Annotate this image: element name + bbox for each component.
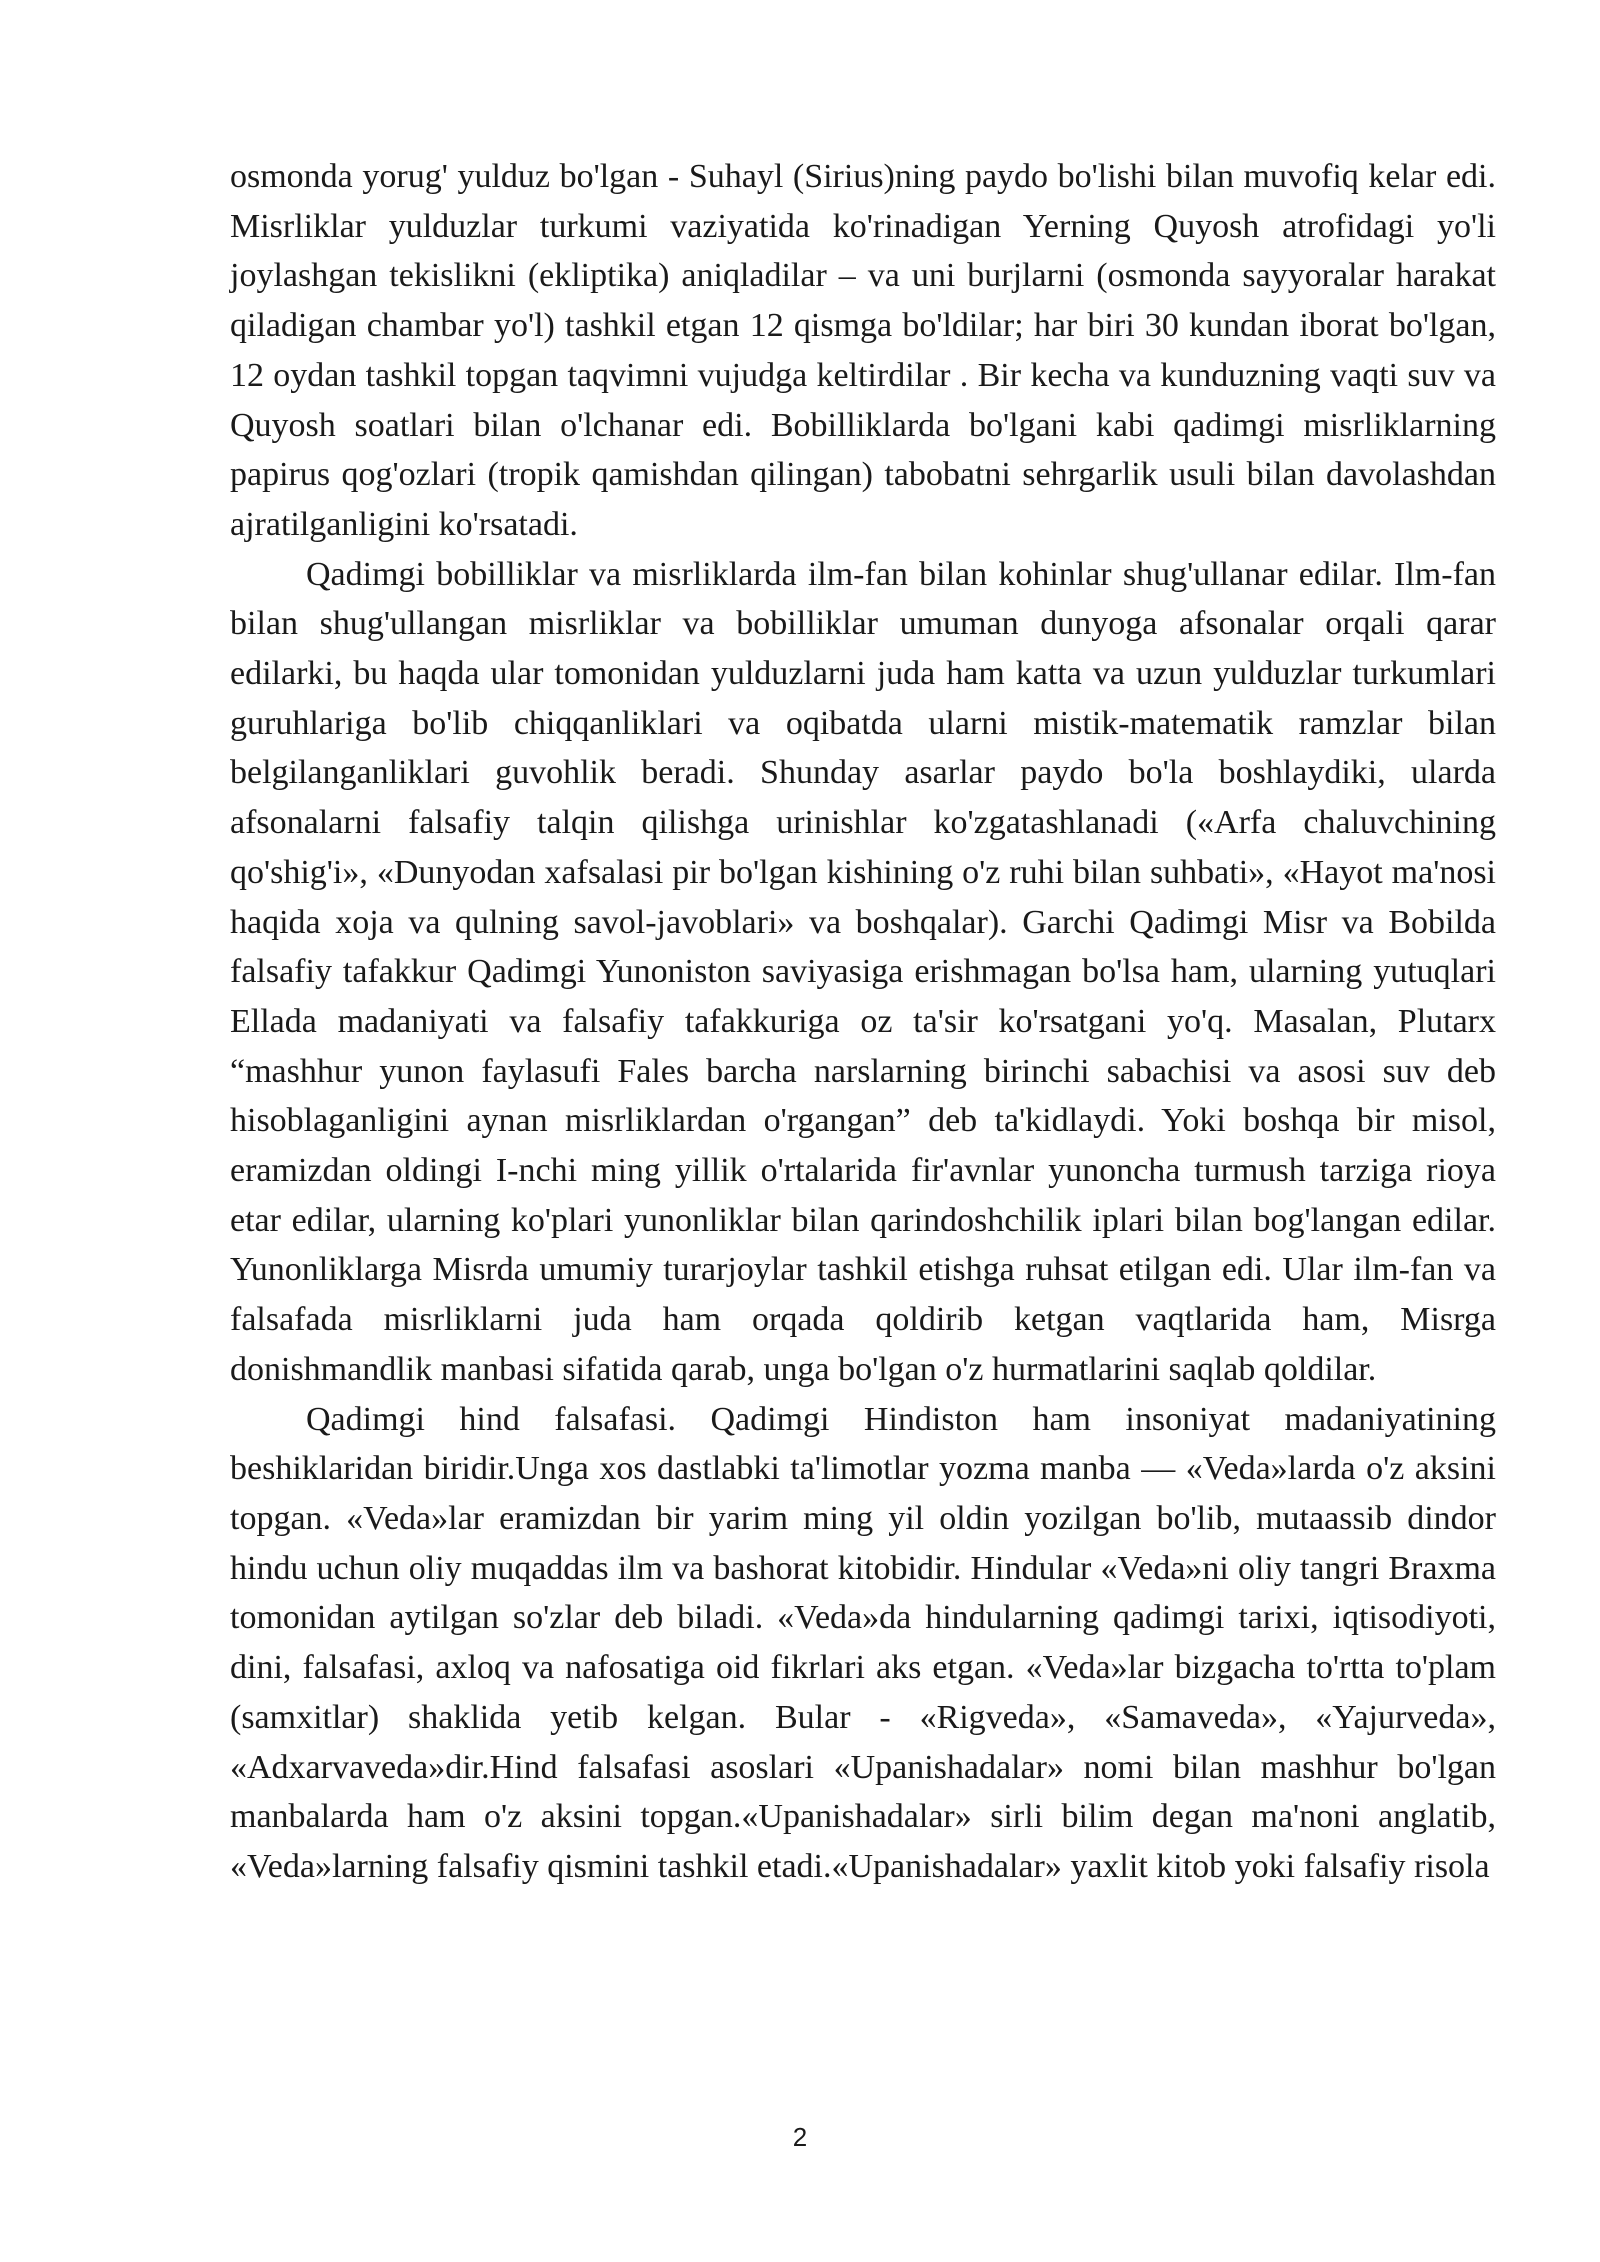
- paragraph-babylon-egypt-science: Qadimgi bobilliklar va misrliklarda ilm-fan bilan kohinlar shug'ullanar edilar. Ilm-fan bilan shug'ullangan misrliklar va bobilliklar umuman dunyoga afsonalar orqali qarar edilarki, bu haqda ular tomonidan yulduzlarni juda ham katta va uzun yulduzlar turkumlari guruhlariga bo'lib chiqqanliklari va oqibatda ularni mistik-matematik ramzlar bilan belgilanganliklari guvohlik beradi. Shunday asarlar paydo bo'la boshlaydiki, ularda afsonalarni falsafiy talqin qilishga urinishlar ko'zgatashlanadi («Arfa chaluvchining qo'shig'i», «Dunyodan xafsalasi pir bo'lgan kishining o'z ruhi bilan suhbati», «Hayot ma'nosi haqida xoja va qulning savol-javoblari» va boshqalar). Garchi Qadimgi Misr va Bobilda falsafiy tafakkur Qadimgi Yunoniston saviyasiga erishmagan bo'lsa ham, ularning yutuqlari Ellada madaniyati va falsafiy tafakkuriga oz ta'sir ko'rsatgani yo'q. Masalan, Plutarx “mashhur yunon faylasufi Fales barcha narslarning birinchi sabachisi va asosi suv deb hisoblaganligini aynan misrliklardan o'rgangan” deb ta'kidlaydi. Yoki boshqa bir misol, eramizdan oldingi I-nchi ming yillik o'rtalarida fir'avnlar yunoncha turmush tarziga rioya etar edilar, ularning ko'plari yunonliklar bilan qarindoshchilik iplari bilan bog'langan edilar. Yunonliklarga Misrda umumiy turarjoylar tashkil etishga ruhsat etilgan edi. Ular ilm-fan va falsafada misrliklarni juda ham orqada qoldirib ketgan vaqtlarida ham, Misrga donishmandlik manbasi sifatida qarab, unga bo'lgan o'z hurmatlarini saqlab qoldilar.: [230, 555, 1496, 1388]
- page-number: 2: [792, 2122, 808, 2152]
- body-text: [230, 152, 1496, 1892]
- paragraph-ancient-indian-philosophy: Qadimgi hind falsafasi. Qadimgi Hindiston ham insoniyat madaniyatining beshiklaridan biridir.Unga xos dastlabki ta'limotlar yozma manba — «Veda»larda o'z aksini topgan. «Veda»lar eramizdan bir yarim ming yil oldin yozilgan bo'lib, mutaassib dindor hindu uchun oliy muqaddas ilm va bashorat kitobidir. Hindular «Veda»ni oliy tangri Braxma tomonidan aytilgan so'zlar deb biladi. «Veda»da hindularning qadimgi tarixi, iqtisodiyoti, dini, falsafasi, axloq va nafosatiga oid fikrlari aks etgan. «Veda»lar bizgacha to'rtta to'plam (samxitlar) shaklida yetib kelgan. Bular - «Rigveda», «Samaveda», «Yajurveda», «Adxarvaveda»dir.Hind falsafasi asoslari «Upanishadalar» nomi bilan mashhur bo'lgan manbalarda ham o'z aksini topgan.«Upanishadalar» sirli bilim degan ma'noni anglatib, «Veda»larning falsafiy qismini tashkil etadi.«Upanishadalar» yaxlit kitob yoki falsafiy risola: [230, 1400, 1496, 1885]
- paragraph-continuation: osmonda yorug' yulduz bo'lgan - Suhayl (Sirius)ning paydo bo'lishi bilan muvofiq kelar edi. Misrliklar yulduzlar turkumi vaziyatida ko'rinadigan Yerning Quyosh atrofidagi yo'li joylashgan tekislikni (ekliptika) aniqladilar – va uni burjlarni (osmonda sayyoralar harakat qiladigan chambar yo'l) tashkil etgan 12 qismga bo'ldilar; har biri 30 kundan iborat bo'lgan, 12 oydan tashkil topgan taqvimni vujudga keltirdilar . Bir kecha va kunduzning vaqti suv va Quyosh soatlari bilan o'lchanar edi. Bobilliklarda bo'lgani kabi qadimgi misrliklarning papirus qog'ozlari (tropik qamishdan qilingan) tabobatni sehrgarlik usuli bilan davolashdan ajratilganligini ko'rsatadi.: [230, 158, 1496, 543]
